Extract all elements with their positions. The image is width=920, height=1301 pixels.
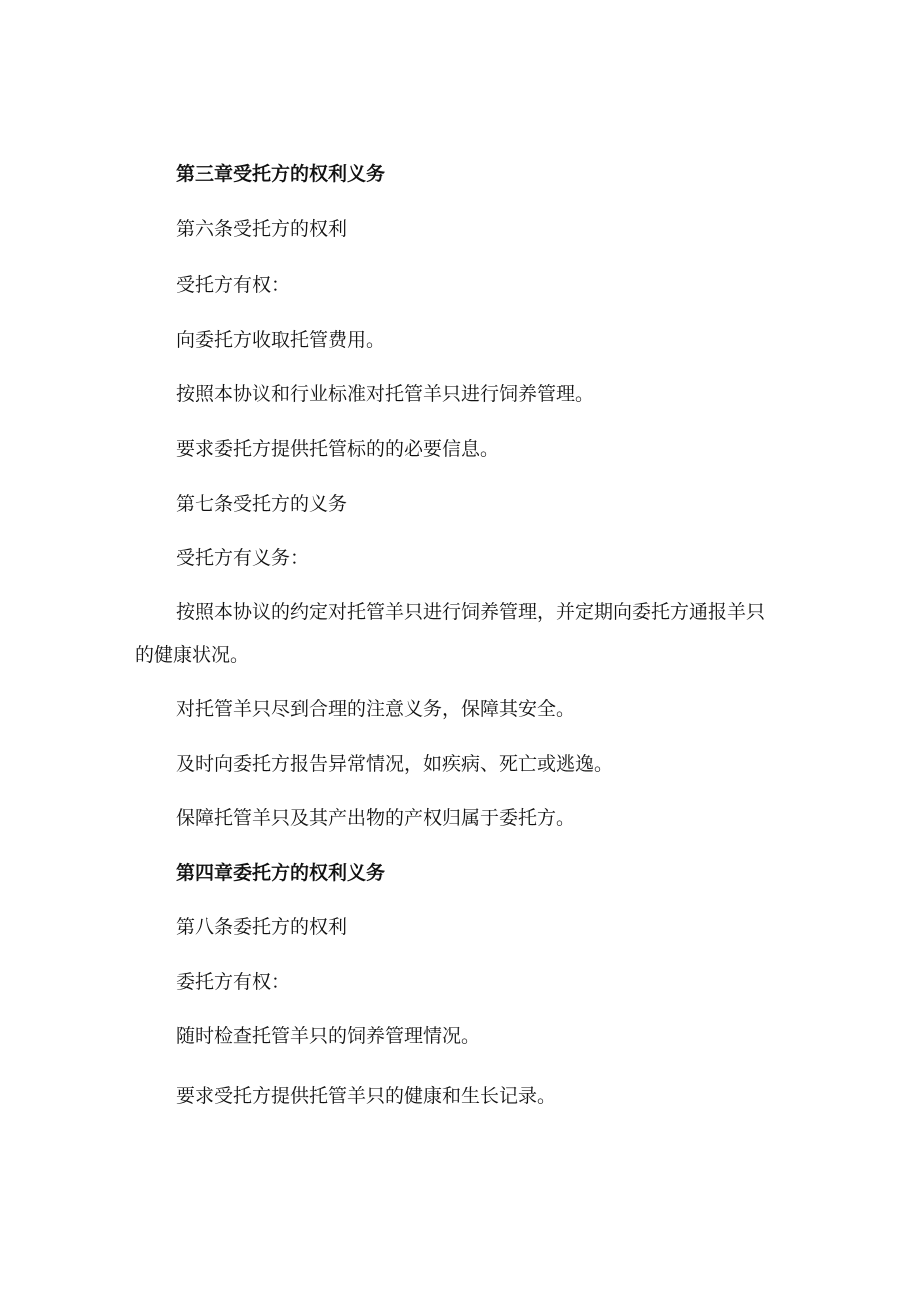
article-6-item-2: 按照本协议和行业标准对托管羊只进行饲养管理。 [176, 383, 595, 405]
article-7-item-1: 按照本协议的约定对托管羊只进行饲养管理，并定期向委托方通报羊只的健康状况。 [135, 601, 766, 666]
chapter-4-heading: 第四章委托方的权利义务 [176, 862, 386, 884]
article-7-intro: 受托方有义务： [176, 547, 310, 569]
article-6-item-1: 向委托方收取托管费用。 [176, 329, 386, 351]
article-8-item-1: 随时检查托管羊只的饲养管理情况。 [176, 1025, 481, 1047]
article-7-item-3: 及时向委托方报告异常情况，如疾病、死亡或逃逸。 [176, 753, 614, 775]
article-6-title: 第六条受托方的权利 [176, 218, 348, 240]
article-7-title: 第七条受托方的义务 [176, 493, 348, 515]
article-6-intro: 受托方有权： [176, 274, 291, 296]
article-7-item-2: 对托管羊只尽到合理的注意义务，保障其安全。 [176, 698, 576, 720]
article-8-title: 第八条委托方的权利 [176, 916, 348, 938]
chapter-3-heading: 第三章受托方的权利义务 [176, 163, 386, 185]
article-6-item-3: 要求委托方提供托管标的的必要信息。 [176, 438, 500, 460]
article-8-item-2: 要求受托方提供托管羊只的健康和生长记录。 [176, 1085, 557, 1107]
article-7-item-4: 保障托管羊只及其产出物的产权归属于委托方。 [176, 807, 576, 829]
article-8-intro: 委托方有权： [176, 971, 291, 993]
